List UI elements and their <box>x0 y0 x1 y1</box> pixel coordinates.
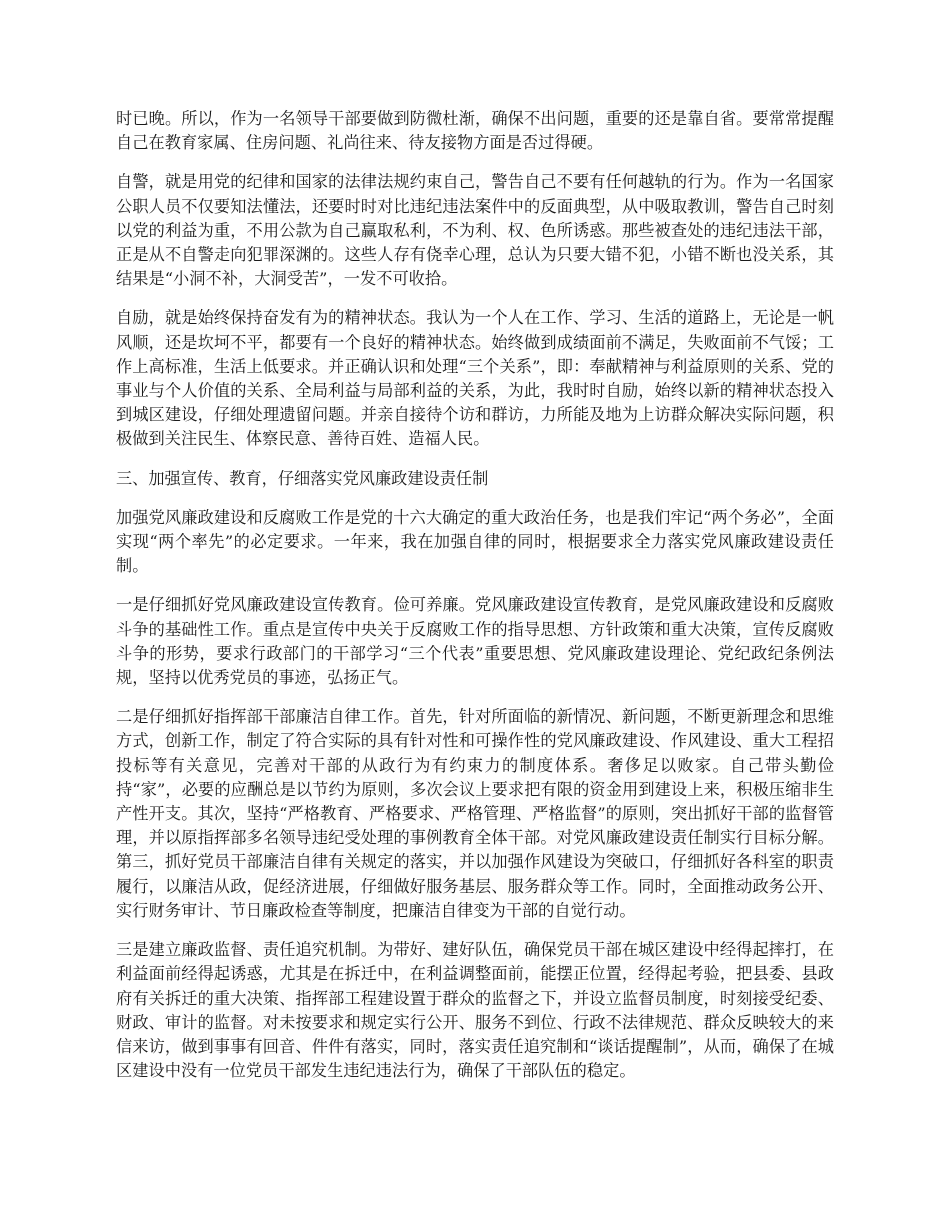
paragraph-self-warning: 自警，就是用党的纪律和国家的法律法规约束自己，警告自己不要有任何越轨的行为。作为一名国家公职人员不仅要知法懂法，还要时时对比违纪违法案件中的反面典型，从中吸取教训，警告自己时刻以党的利益为重，不用公款为自己赢取私利，不为利、权、色所诱惑。那些被查处的违纪违法干部，正是从不自警走向犯罪深渊的。这些人存有侥幸心理，总认为只要大错不犯，小错不断也没关系，其结果是“小洞不补，大洞受苦”，一发不可收拾。 <box>116 172 834 289</box>
paragraph-self-encouragement: 自励，就是始终保持奋发有为的精神状态。我认为一个人在工作、学习、生活的道路上，无论是一帆风顺，还是坎坷不平，都要有一个良好的精神状态。始终做到成绩面前不满足，失败面前不气馁；工作上高标准，生活上低要求。并正确认识和处理“三个关系”，即：奉献精神与利益原则的关系、党的事业与个人价值的关系、全局利益与局部利益的关系，为此，我时时自励，始终以新的精神状态投入到城区建设，仔细处理遗留问题。并亲自接待个访和群访，力所能及地为上访群众解决实际问题，积极做到关注民生、体察民意、善待百姓、造福人民。 <box>116 308 834 449</box>
section-heading-3: 三、加强宣传、教育，仔细落实党风廉政建设责任制 <box>116 468 489 488</box>
paragraph-section-intro: 加强党风廉政建设和反腐败工作是党的十六大确定的重大政治任务，也是我们牢记“两个务必”，全面实现“两个率先”的必定要求。一年来，我在加强自律的同时，根据要求全力落实党风廉政建设责任制。 <box>116 507 834 576</box>
paragraph-self-reflection: 时已晚。所以，作为一名领导干部要做到防微杜渐，确保不出问题，重要的还是靠自省。要常常提醒自己在教育家属、住房问题、礼尚往来、待友接物方面是否过得硬。 <box>116 109 834 153</box>
paragraph-point-one: 一是仔细抓好党风廉政建设宣传教育。俭可养廉。党风廉政建设宣传教育，是党风廉政建设和反腐败斗争的基础性工作。重点是宣传中央关于反腐败工作的指导思想、方针政策和重大决策，宣传反腐败斗争的形势，要求行政部门的干部学习“三个代表”重要思想、党风廉政建设理论、党纪政纪条例法规，坚持以优秀党员的事迹，弘扬正气。 <box>116 595 834 688</box>
paragraph-point-three: 三是建立廉政监督、责任追究机制。为带好、建好队伍，确保党员干部在城区建设中经得起摔打，在利益面前经得起诱惑，尤其是在拆迁中，在利益调整面前，能摆正位置，经得起考验，把县委、县政府有关拆迁的重大决策、指挥部工程建设置于群众的监督之下，并设立监督员制度，时刻接受纪委、财政、审计的监督。对未按要求和规定实行公开、服务不到位、行政不法律规范、群众反映较大的来信来访，做到事事有回音、件件有落实，同时，落实责任追究制和“谈话提醒制”，从而，确保了在城区建设中没有一位党员干部发生违纪违法行为，确保了干部队伍的稳定。 <box>116 940 834 1081</box>
paragraph-point-two: 二是仔细抓好指挥部干部廉洁自律工作。首先，针对所面临的新情况、新问题，不断更新理念和思维方式，创新工作，制定了符合实际的具有针对性和可操作性的党风廉政建设、作风建设、重大工程招投标等有关意见，完善对干部的从政行为有约束力的制度体系。奢侈足以败家。自己带头勤俭持“家”，必要的应酬总是以节约为原则，多次会议上要求把有限的资金用到建设上来，积极压缩非生产性开支。其次，坚持“严格教育、严格要求、严格管理、严格监督”的原则，突出抓好干部的监督管理，并以原指挥部多名领导违纪受处理的事例教育全体干部。对党风廉政建设责任制实行目标分解。第三，抓好党员干部廉洁自律有关规定的落实，并以加强作风建设为突破口，仔细抓好各科室的职责履行，以廉洁从政，促经济进展，仔细做好服务基层、服务群众等工作。同时，全面推动政务公开、实行财务审计、节日廉政检查等制度，把廉洁自律变为干部的自觉行动。 <box>116 707 834 920</box>
